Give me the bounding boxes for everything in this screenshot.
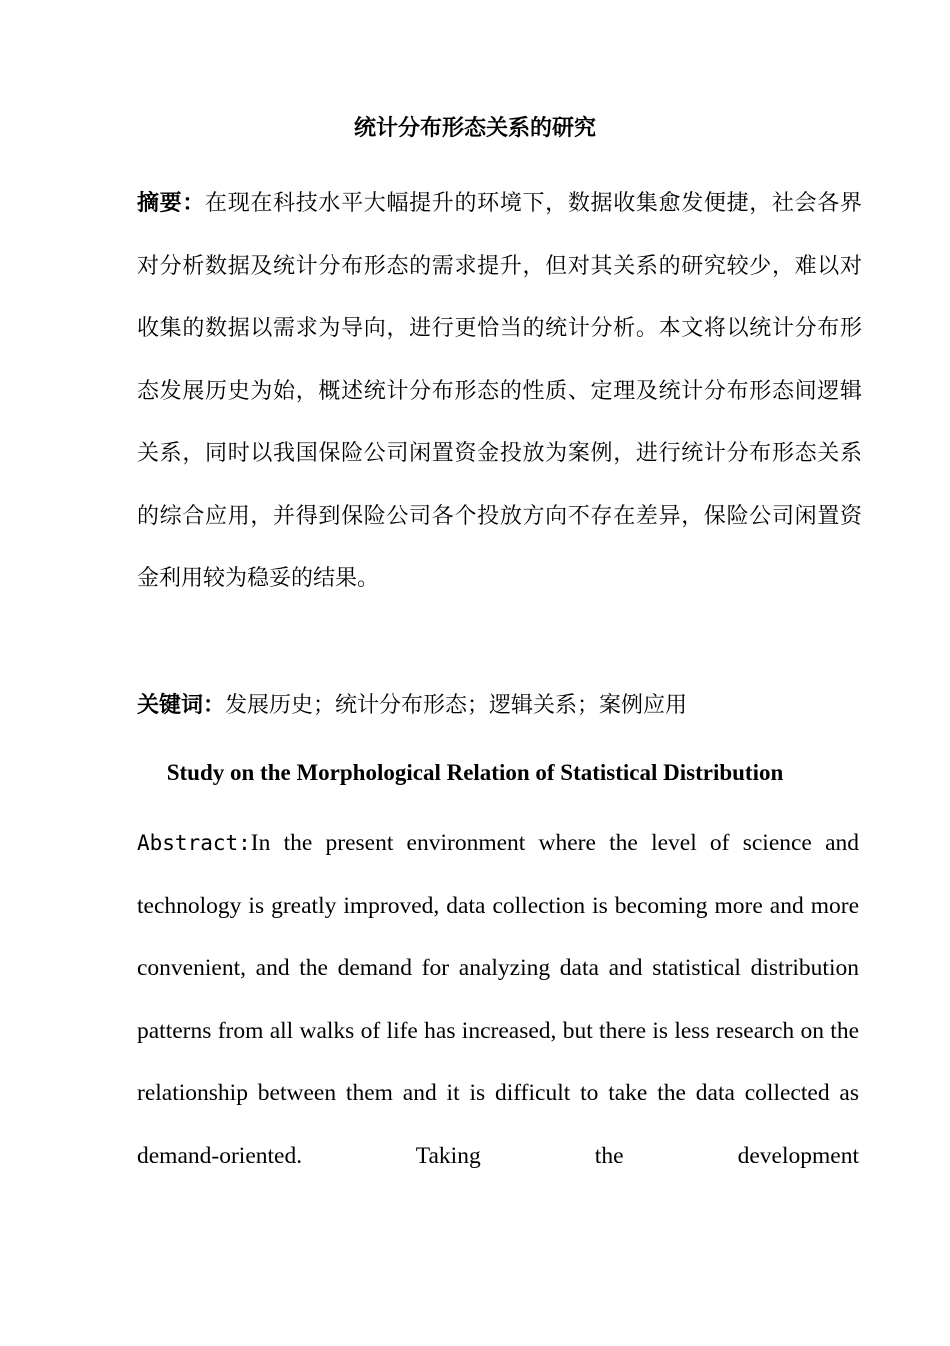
english-abstract xyxy=(137,812,859,1187)
english-title: Study on the Morphological Relation of Statistical Distribution xyxy=(166,760,784,785)
chinese-abstract xyxy=(137,172,862,611)
chinese-keywords-text: 发展历史；统计分布形态；逻辑关系；案例应用 xyxy=(225,693,688,718)
chinese-keywords xyxy=(137,674,862,737)
chinese-abstract-text: 在现在科技水平大幅提升的环境下，数据收集愈发便捷，社会各界对分析数据及统计分布形态的需求提升，但对其关系的研究较少，难以对收集的数据以需求为导向，进行更恰当的统计分析。本文将以统计分布形态发展历史为始，概述统计分布形态的性质、定理及统计分布形态间逻辑关系，同时以我国保险公司闲置资金投放为案例，进行统计分布形态关系的综合应用，并得到保险公司各个投放方向不存在差异，保险公司闲置资金利用较为稳妥的结果。 xyxy=(137,191,862,591)
english-abstract-text: In the present environment where the level of science and technology is greatly improved, data collection is becoming more and more convenient, and the demand for analyzing data and statistical distribution patterns from all walks of life has increased, but there is less research on the relationship between them and it is difficult to take the data collected as demand-oriented. Taking the development xyxy=(137,830,859,1169)
chinese-keywords-label: 关键词： xyxy=(137,692,226,718)
chinese-abstract-label: 摘要： xyxy=(137,190,206,216)
english-abstract-label: Abstract: xyxy=(137,831,251,855)
chinese-title: 统计分布形态关系的研究 xyxy=(353,115,596,141)
